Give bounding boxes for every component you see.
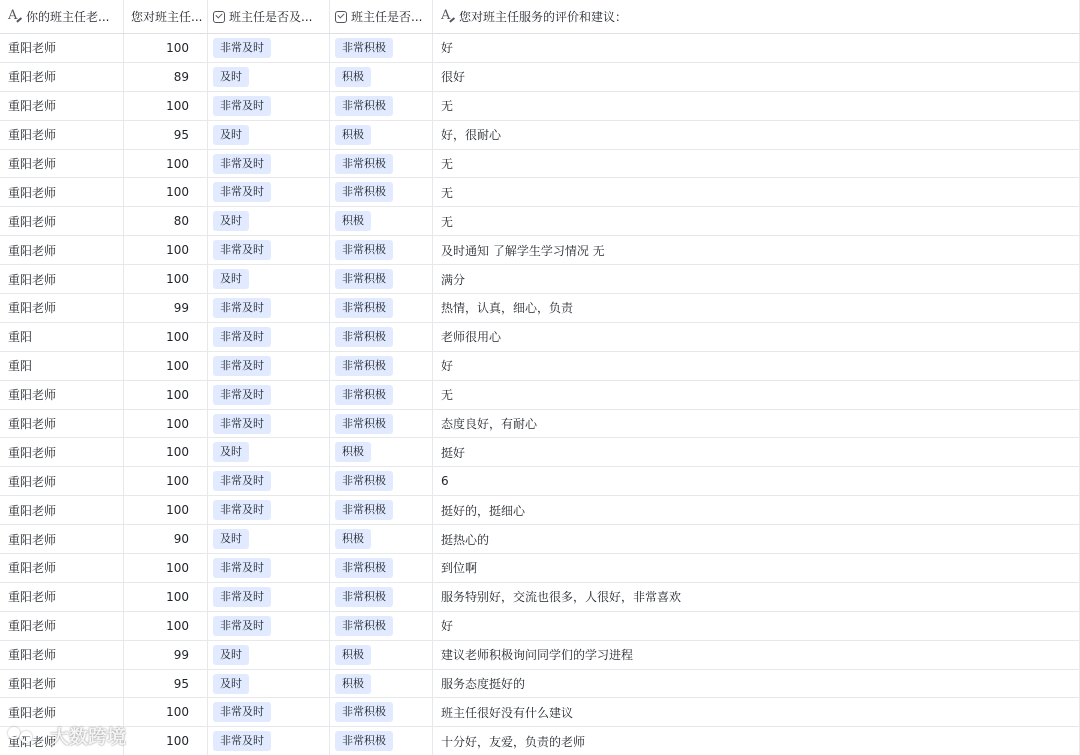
comment-cell-value: 好 [441,619,454,634]
comment-cell-value: 热情，认真，细心，负责 [441,301,574,316]
timely-cell[interactable] [208,727,330,755]
table-row[interactable] [0,265,1080,294]
comment-cell-value: 十分好，友爱，负责的老师 [441,734,586,749]
teacher-cell-value: 重阳老师 [8,214,57,229]
text-field-icon [441,10,455,24]
option-tag: 非常及时 [213,240,271,260]
option-tag: 非常及时 [213,616,271,636]
table-row[interactable] [0,670,1080,699]
score-cell[interactable] [124,236,208,264]
option-tag: 非常及时 [213,182,271,202]
score-cell-value: 80 [173,214,189,229]
timely-cell[interactable] [208,150,330,178]
column-header-timely[interactable] [208,0,330,33]
column-header-teacher[interactable] [0,0,124,33]
teacher-cell[interactable] [0,178,124,206]
score-cell[interactable] [124,207,208,235]
column-header-label: 你的班主任老... [26,10,110,24]
teacher-cell[interactable] [0,121,124,149]
timely-cell[interactable] [208,410,330,438]
option-tag: 非常积极 [335,96,393,116]
option-tag: 非常积极 [335,327,393,347]
table-body [0,34,1080,755]
comment-cell[interactable] [433,727,1080,755]
comment-cell-value: 建议老师积极询问同学们的学习进程 [441,648,634,663]
option-tag: 非常及时 [213,558,271,578]
option-tag: 非常积极 [335,356,393,376]
active-cell[interactable] [330,727,433,755]
teacher-cell[interactable] [0,467,124,495]
teacher-cell-value: 重阳老师 [8,677,57,692]
timely-cell[interactable] [208,352,330,380]
teacher-cell-value: 重阳老师 [8,185,57,200]
score-cell[interactable] [124,496,208,524]
comment-cell[interactable] [433,525,1080,553]
comment-cell[interactable] [433,496,1080,524]
active-cell[interactable] [330,670,433,698]
comment-cell-value: 无 [441,157,454,171]
option-tag: 非常及时 [213,356,271,376]
table-row[interactable] [0,150,1080,179]
teacher-cell[interactable] [0,265,124,293]
score-cell[interactable] [124,63,208,91]
teacher-cell[interactable] [0,670,124,698]
table-row[interactable] [0,496,1080,525]
comment-cell-value: 满分 [441,272,466,287]
score-cell-value: 100 [166,416,189,431]
timely-cell[interactable] [208,207,330,235]
comment-cell[interactable] [433,178,1080,206]
timely-cell[interactable] [208,612,330,640]
score-cell-value: 100 [166,734,189,749]
table-row[interactable] [0,178,1080,207]
timely-cell[interactable] [208,63,330,91]
teacher-cell[interactable] [0,554,124,582]
timely-cell[interactable] [208,92,330,120]
teacher-cell-value: 重阳老师 [8,301,57,316]
comment-cell-value: 服务特别好，交流也很多，人很好，非常喜欢 [441,590,682,605]
teacher-cell[interactable] [0,612,124,640]
active-cell[interactable] [330,236,433,264]
teacher-cell[interactable] [0,63,124,91]
timely-cell[interactable] [208,525,330,553]
table-row[interactable] [0,92,1080,121]
option-tag: 非常及时 [213,38,271,58]
teacher-cell-value: 重阳老师 [8,445,57,460]
teacher-cell[interactable] [0,207,124,235]
comment-cell[interactable] [433,698,1080,726]
teacher-cell[interactable] [0,410,124,438]
option-tag: 非常及时 [213,154,271,174]
teacher-cell-value: 重阳老师 [8,734,57,749]
teacher-cell-value: 重阳老师 [8,70,57,85]
active-cell[interactable] [330,612,433,640]
score-cell-value: 100 [166,358,189,373]
score-cell[interactable] [124,178,208,206]
score-cell[interactable] [124,381,208,409]
teacher-cell[interactable] [0,496,124,524]
comment-cell[interactable] [433,438,1080,466]
score-cell-value: 89 [173,69,189,84]
comment-cell-value: 态度良好，有耐心 [441,417,538,432]
table-row[interactable] [0,727,1080,755]
active-cell[interactable] [330,381,433,409]
option-tag: 非常及时 [213,731,271,751]
comment-cell-value: 6 [441,474,449,489]
comment-cell[interactable] [433,410,1080,438]
table-row[interactable] [0,410,1080,439]
column-header-label: 您对班主任服务的评价和建议： [459,10,628,24]
teacher-cell[interactable] [0,236,124,264]
option-tag: 非常及时 [213,385,271,405]
score-cell[interactable] [124,294,208,322]
active-cell[interactable] [330,698,433,726]
teacher-cell[interactable] [0,381,124,409]
timely-cell[interactable] [208,381,330,409]
option-tag: 非常积极 [335,269,393,289]
active-cell[interactable] [330,467,433,495]
teacher-cell[interactable] [0,34,124,62]
table-header [0,0,1080,34]
single-select-icon [335,11,347,23]
option-tag: 非常积极 [335,38,393,58]
option-tag: 非常积极 [335,731,393,751]
active-cell[interactable] [330,121,433,149]
timely-cell[interactable] [208,178,330,206]
active-cell[interactable] [330,554,433,582]
column-header-label: 班主任是否... [351,10,423,24]
teacher-cell-value: 重阳老师 [8,705,57,720]
text-field-icon [8,10,22,24]
option-tag: 积极 [335,442,371,462]
timely-cell[interactable] [208,121,330,149]
comment-cell[interactable] [433,34,1080,62]
option-tag: 积极 [335,674,371,694]
score-cell[interactable] [124,438,208,466]
comment-cell[interactable] [433,150,1080,178]
option-tag: 及时 [213,674,249,694]
column-header-comment[interactable] [433,0,1080,33]
active-cell[interactable] [330,265,433,293]
table-row[interactable] [0,294,1080,323]
teacher-cell-value: 重阳 [8,359,33,374]
score-cell-value: 100 [166,272,189,287]
score-cell[interactable] [124,34,208,62]
teacher-cell[interactable] [0,525,124,553]
table-row[interactable] [0,121,1080,150]
option-tag: 积极 [335,67,371,87]
score-cell-value: 100 [166,156,189,171]
timely-cell[interactable] [208,641,330,669]
teacher-cell[interactable] [0,727,124,755]
score-cell[interactable] [124,352,208,380]
teacher-cell-value: 重阳老师 [8,99,57,114]
option-tag: 非常积极 [335,182,393,202]
teacher-cell-value: 重阳老师 [8,128,57,143]
column-header-label: 班主任是否及... [229,10,313,24]
teacher-cell-value: 重阳老师 [8,648,57,663]
teacher-cell-value: 重阳老师 [8,417,57,432]
score-cell[interactable] [124,727,208,755]
teacher-cell-value: 重阳老师 [8,503,57,518]
comment-cell-value: 挺好 [441,445,466,460]
comment-cell-value: 无 [441,214,454,229]
score-cell-value: 99 [173,647,189,662]
comment-cell-value: 好，很耐心 [441,128,502,143]
table-row[interactable] [0,641,1080,670]
option-tag: 及时 [213,125,249,145]
comment-cell[interactable] [433,381,1080,409]
table-row[interactable] [0,63,1080,92]
timely-cell[interactable] [208,467,330,495]
option-tag: 非常及时 [213,500,271,520]
option-tag: 积极 [335,125,371,145]
active-cell[interactable] [330,34,433,62]
option-tag: 非常积极 [335,500,393,520]
score-cell[interactable] [124,121,208,149]
score-cell-value: 100 [166,445,189,460]
teacher-cell[interactable] [0,323,124,351]
table-row[interactable] [0,352,1080,381]
score-cell-value: 95 [173,676,189,691]
comment-cell[interactable] [433,265,1080,293]
active-cell[interactable] [330,438,433,466]
teacher-cell-value: 重阳老师 [8,561,57,576]
option-tag: 及时 [213,211,249,231]
comment-cell[interactable] [433,612,1080,640]
teacher-cell-value: 重阳老师 [8,41,57,56]
comment-cell-value: 到位啊 [441,561,478,576]
timely-cell[interactable] [208,294,330,322]
active-cell[interactable] [330,525,433,553]
teacher-cell-value: 重阳老师 [8,590,57,605]
active-cell[interactable] [330,207,433,235]
comment-cell-value: 班主任很好没有什么建议 [441,705,574,720]
option-tag: 非常积极 [335,558,393,578]
score-cell[interactable] [124,612,208,640]
table-row[interactable] [0,525,1080,554]
active-cell[interactable] [330,92,433,120]
option-tag: 非常及时 [213,702,271,722]
comment-cell-value: 好 [441,359,454,374]
comment-cell[interactable] [433,641,1080,669]
teacher-cell-value: 重阳老师 [8,272,57,287]
table-row[interactable] [0,323,1080,352]
comment-cell[interactable] [433,207,1080,235]
active-cell[interactable] [330,641,433,669]
active-cell[interactable] [330,294,433,322]
option-tag: 非常及时 [213,96,271,116]
score-cell-value: 100 [166,243,189,258]
option-tag: 非常及时 [213,587,271,607]
active-cell[interactable] [330,63,433,91]
table-row[interactable] [0,34,1080,63]
comment-cell-value: 无 [441,388,454,403]
watermark-text: 大数跨境 [50,726,127,748]
table-row[interactable] [0,236,1080,265]
active-cell[interactable] [330,583,433,611]
option-tag: 非常积极 [335,616,393,636]
comment-cell[interactable] [433,236,1080,264]
teacher-cell[interactable] [0,294,124,322]
active-cell[interactable] [330,352,433,380]
comment-cell-value: 挺热心的 [441,532,490,547]
teacher-cell-value: 重阳老师 [8,474,57,489]
comment-cell[interactable] [433,92,1080,120]
active-cell[interactable] [330,410,433,438]
comment-cell-value: 无 [441,185,454,200]
score-cell-value: 100 [166,387,189,402]
comment-cell-value: 服务态度挺好的 [441,677,526,692]
score-cell[interactable] [124,92,208,120]
option-tag: 非常及时 [213,471,271,491]
timely-cell[interactable] [208,265,330,293]
option-tag: 及时 [213,269,249,289]
table-row[interactable] [0,438,1080,467]
comment-cell[interactable] [433,63,1080,91]
option-tag: 积极 [335,211,371,231]
score-cell[interactable] [124,554,208,582]
table-row[interactable] [0,207,1080,236]
option-tag: 及时 [213,442,249,462]
score-cell[interactable] [124,467,208,495]
score-cell-value: 100 [166,503,189,518]
comment-cell-value: 挺好的，挺细心 [441,503,526,518]
score-cell[interactable] [124,265,208,293]
teacher-cell-value: 重阳老师 [8,388,57,403]
score-cell[interactable] [124,525,208,553]
option-tag: 非常积极 [335,414,393,434]
comment-cell[interactable] [433,670,1080,698]
teacher-cell-value: 重阳老师 [8,157,57,171]
comment-cell[interactable] [433,323,1080,351]
score-cell-value: 95 [173,127,189,142]
comment-cell[interactable] [433,554,1080,582]
table-row[interactable] [0,583,1080,612]
score-cell-value: 99 [173,300,189,315]
timely-cell[interactable] [208,236,330,264]
teacher-cell[interactable] [0,150,124,178]
table-row[interactable] [0,612,1080,641]
option-tag: 及时 [213,67,249,87]
timely-cell[interactable] [208,698,330,726]
column-header-score[interactable] [124,0,208,33]
option-tag: 非常及时 [213,298,271,318]
timely-cell[interactable] [208,496,330,524]
option-tag: 及时 [213,645,249,665]
teacher-cell-value: 重阳老师 [8,532,57,547]
score-cell-value: 90 [173,532,189,547]
teacher-cell[interactable] [0,92,124,120]
option-tag: 积极 [335,645,371,665]
teacher-cell[interactable] [0,438,124,466]
timely-cell[interactable] [208,583,330,611]
score-cell-value: 100 [166,40,189,55]
option-tag: 及时 [213,529,249,549]
score-cell-value: 100 [166,618,189,633]
score-cell[interactable] [124,698,208,726]
comment-cell-value: 老师很用心 [441,330,502,345]
option-tag: 非常及时 [213,327,271,347]
score-cell[interactable] [124,670,208,698]
teacher-cell-value: 重阳老师 [8,619,57,634]
score-cell-value: 100 [166,329,189,344]
timely-cell[interactable] [208,323,330,351]
column-header-active[interactable] [330,0,433,33]
score-cell-value: 100 [166,705,189,720]
table-row[interactable] [0,381,1080,410]
teacher-cell[interactable] [0,641,124,669]
active-cell[interactable] [330,496,433,524]
table-row[interactable] [0,467,1080,496]
comment-cell-value: 好 [441,41,454,56]
table-row[interactable] [0,554,1080,583]
option-tag: 非常积极 [335,702,393,722]
active-cell[interactable] [330,178,433,206]
option-tag: 非常积极 [335,154,393,174]
single-select-icon [213,11,225,23]
comment-cell[interactable] [433,352,1080,380]
comment-cell[interactable] [433,121,1080,149]
timely-cell[interactable] [208,670,330,698]
option-tag: 非常积极 [335,385,393,405]
option-tag: 非常及时 [213,414,271,434]
score-cell-value: 100 [166,185,189,200]
score-cell-value: 100 [166,560,189,575]
score-cell[interactable] [124,323,208,351]
timely-cell[interactable] [208,34,330,62]
teacher-cell[interactable] [0,698,124,726]
timely-cell[interactable] [208,554,330,582]
score-cell[interactable] [124,150,208,178]
option-tag: 积极 [335,529,371,549]
option-tag: 非常积极 [335,298,393,318]
comment-cell[interactable] [433,467,1080,495]
column-header-label: 您对班主任... [131,10,203,24]
comment-cell[interactable] [433,294,1080,322]
comment-cell[interactable] [433,583,1080,611]
active-cell[interactable] [330,150,433,178]
score-cell-value: 100 [166,589,189,604]
score-cell-value: 100 [166,98,189,113]
comment-cell-value: 很好 [441,70,466,85]
teacher-cell-value: 重阳老师 [8,243,57,258]
teacher-cell[interactable] [0,583,124,611]
option-tag: 非常积极 [335,471,393,491]
teacher-cell[interactable] [0,352,124,380]
option-tag: 非常积极 [335,587,393,607]
score-cell[interactable] [124,641,208,669]
table-row[interactable] [0,698,1080,727]
timely-cell[interactable] [208,438,330,466]
score-cell[interactable] [124,410,208,438]
active-cell[interactable] [330,323,433,351]
score-cell-value: 100 [166,474,189,489]
teacher-cell-value: 重阳 [8,330,33,345]
comment-cell-value: 无 [441,99,454,114]
comment-cell-value: 及时通知 了解学生学习情况 无 [441,243,605,258]
score-cell[interactable] [124,583,208,611]
option-tag: 非常积极 [335,240,393,260]
